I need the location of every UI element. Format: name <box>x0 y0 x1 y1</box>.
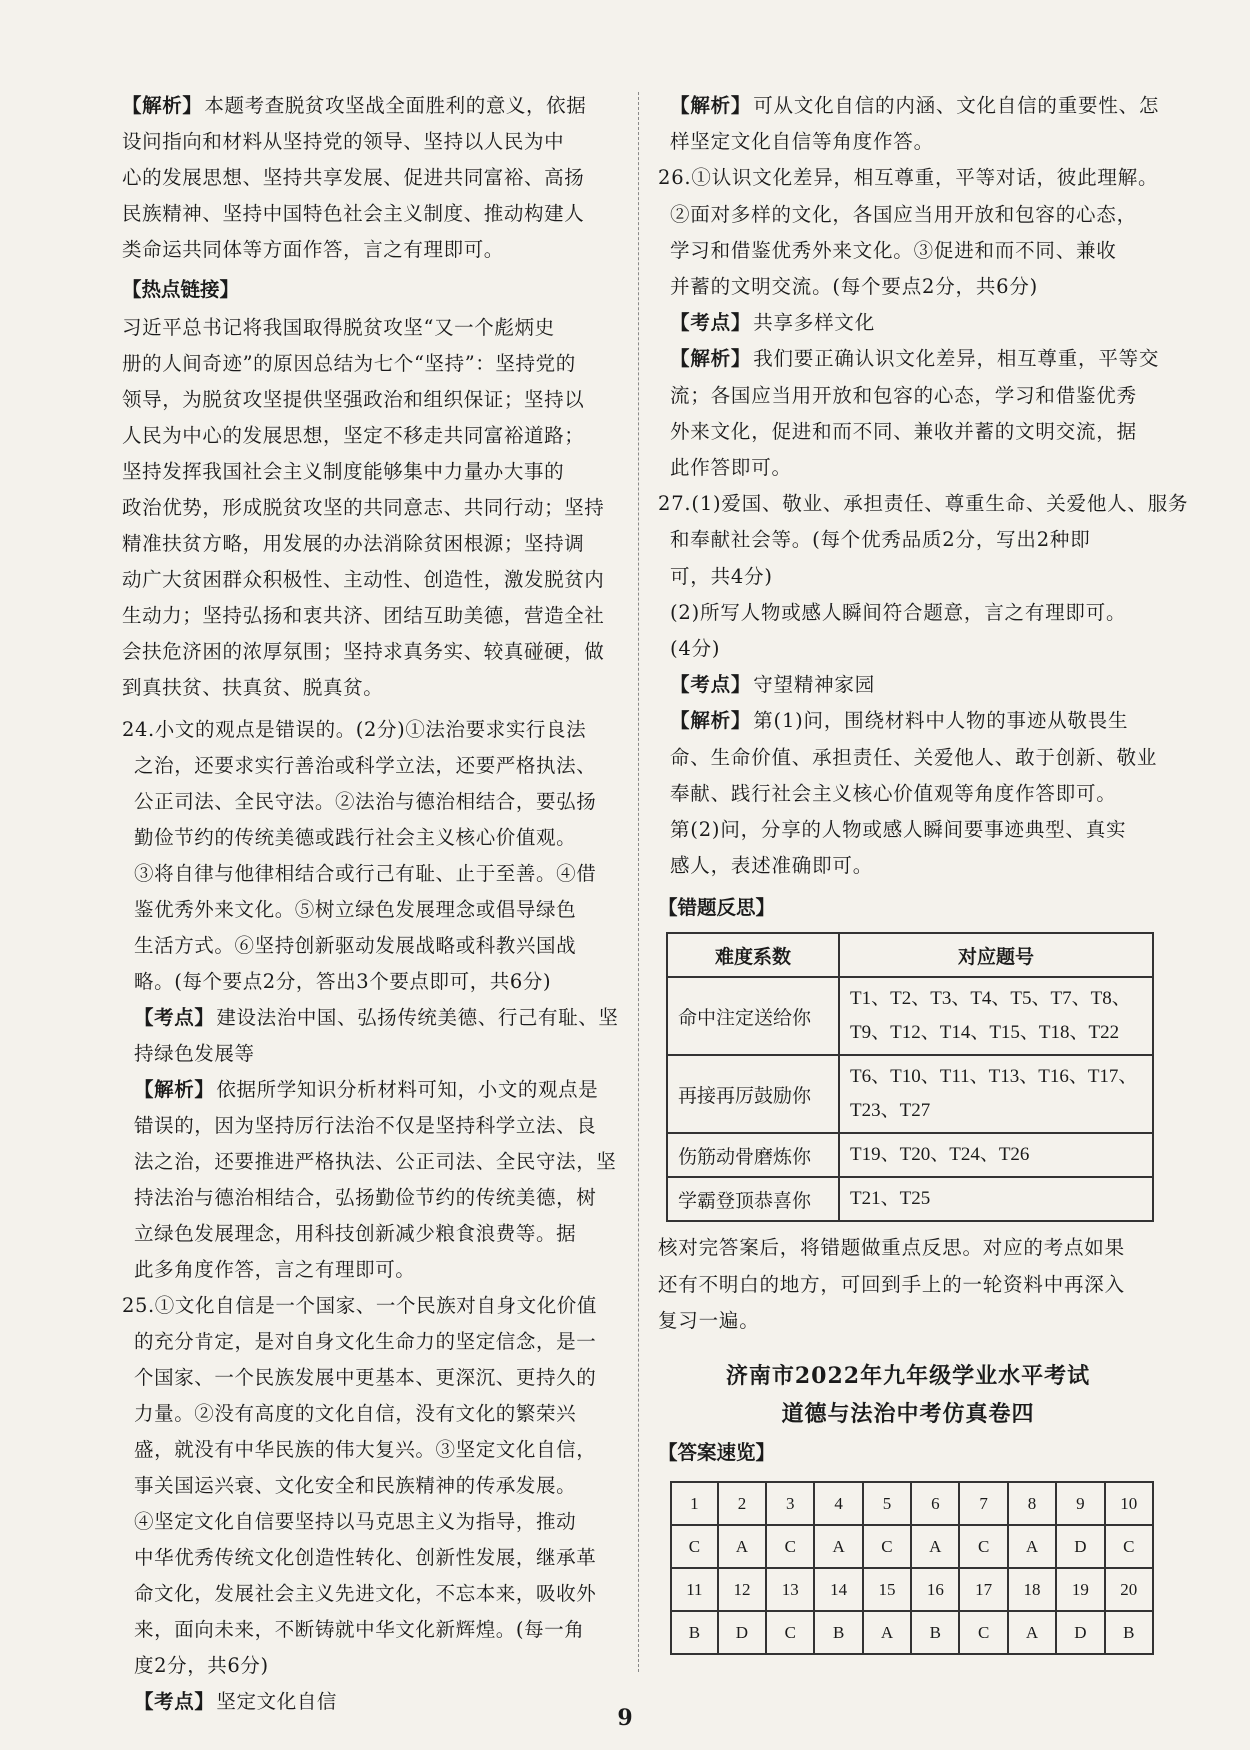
answer-table <box>670 1481 1154 1655</box>
analysis-tag: 【 解析 】 <box>134 1078 214 1101</box>
answer-cell: D <box>718 1611 766 1654</box>
text-line: 盛，就没有中华民族的伟大复兴。③坚定文化自信， <box>134 1438 597 1461</box>
text-line: 还有不明白的地方，可回到手上的一轮资料中再深入 <box>658 1272 1125 1296</box>
answer-cell: A <box>863 1611 911 1654</box>
text-line: 错误的，因为坚持厉行法治不仅是坚持科学立法、良 <box>134 1114 597 1137</box>
number-row <box>671 1568 1153 1611</box>
question-numbers: T6、T10、T11、T13、T16、T17、T23、T27 <box>839 1055 1153 1133</box>
difficulty-level: 命中注定送给你 <box>667 977 839 1055</box>
text-line: 勤俭节约的传统美德或践行社会主义核心价值观。 <box>134 826 577 849</box>
question-24 <box>122 712 622 1288</box>
text-line: ③将自律与他律相结合或行己有耻、止于至善。④借 <box>134 862 597 885</box>
text-line: 27.(1)爱国、敬业、承担责任、尊重生命、关爱他人、服务 <box>658 492 1189 516</box>
text-line: 共享多样文化 <box>753 311 876 335</box>
question-number-cell: 4 <box>814 1482 862 1525</box>
answer-cell: D <box>1056 1525 1104 1568</box>
text-line: 外来文化，促进和而不同、兼收并蓄的文明交流，据 <box>670 419 1137 443</box>
text-line: 立绿色发展理念，用科技创新减少粮食浪费等。据 <box>134 1222 577 1245</box>
text-line: 之治，还要求实行善治或科学立法，还要严格执法、 <box>134 754 597 777</box>
question-number-cell: 10 <box>1105 1482 1153 1525</box>
text-line: 守望精神家园 <box>753 673 876 697</box>
text-line: 生动力；坚持弘扬和衷共济、团结互助美德，营造全社 <box>122 604 605 627</box>
question-number-cell: 20 <box>1105 1568 1153 1611</box>
question-numbers: T21、T25 <box>839 1177 1153 1221</box>
question-number-cell: 2 <box>718 1482 766 1525</box>
question-number-cell: 1 <box>671 1482 718 1525</box>
analysis-q23 <box>122 88 622 268</box>
text-line: 个国家、一个民族发展中更基本、更深沉、更持久的 <box>134 1366 597 1389</box>
answer-cell: A <box>911 1525 959 1568</box>
question-number-cell: 18 <box>1008 1568 1056 1611</box>
question-number-cell: 9 <box>1056 1482 1104 1525</box>
answer-row <box>671 1611 1153 1654</box>
text-line: 的充分肯定，是对自身文化生命力的坚定信念，是一 <box>134 1330 597 1353</box>
kaodian-tag: 【 考点 】 <box>670 673 751 696</box>
text-line: 坚持发挥我国社会主义制度能够集中力量办大事的 <box>122 460 565 483</box>
difficulty-level: 再接再厉鼓励你 <box>667 1055 839 1133</box>
text-line: 到真扶贫、扶真贫、脱真贫。 <box>122 676 384 699</box>
text-line: 坚定文化自信 <box>216 1690 338 1713</box>
table-row <box>667 1133 1153 1177</box>
answer-row <box>671 1525 1153 1568</box>
question-number-cell: 17 <box>959 1568 1007 1611</box>
text-line: 生活方式。⑥坚持创新驱动发展战略或科教兴国战 <box>134 934 577 957</box>
text-line: 持法治与德治相结合，弘扬勤俭节约的传统美德，树 <box>134 1186 597 1209</box>
text-line: 本题考查脱贫攻坚战全面胜利的意义，依据 <box>204 94 587 117</box>
exam-title: 济南市2022年九年级学业水平考试 <box>725 1363 1091 1390</box>
text-line: (4分) <box>670 637 721 661</box>
text-line: ②面对多样的文化，各国应当用开放和包容的心态， <box>670 202 1137 226</box>
next-exam-section <box>658 1357 1158 1655</box>
text-line: 中华优秀传统文化创造性转化、创新性发展，继承革 <box>134 1546 597 1569</box>
question-number-cell: 14 <box>814 1568 862 1611</box>
question-27 <box>658 486 1189 884</box>
question-number-cell: 11 <box>671 1568 718 1611</box>
hot-link-box <box>122 268 622 706</box>
text-line: 学习和借鉴优秀外来文化。③促进和而不同、兼收 <box>670 238 1117 262</box>
right-column <box>658 88 1189 1655</box>
question-26 <box>658 160 1158 486</box>
table-row <box>667 1055 1153 1133</box>
left-column <box>122 88 622 1720</box>
analysis-q25 <box>658 88 1158 160</box>
question-number-cell: 13 <box>766 1568 814 1611</box>
text-line: 复习一遍。 <box>658 1308 760 1332</box>
text-line: 命、生命价值、承担责任、关爱他人、敢于创新、敬业 <box>670 745 1158 769</box>
table-header: 难度系数 <box>667 933 839 977</box>
answer-cell: A <box>718 1525 766 1568</box>
question-number-cell: 19 <box>1056 1568 1104 1611</box>
text-line: 建设法治中国、弘扬传统美德、行己有耻、坚 <box>216 1006 619 1029</box>
kaodian-tag: 【 考点 】 <box>134 1690 214 1713</box>
answer-cell: C <box>766 1611 814 1654</box>
text-line: 类命运共同体等方面作答，言之有理即可。 <box>122 238 504 261</box>
text-line: ④坚定文化自信要坚持以马克思主义为指导，推动 <box>134 1510 577 1533</box>
question-number-cell: 5 <box>863 1482 911 1525</box>
question-number-cell: 7 <box>959 1482 1007 1525</box>
text-line: 命文化，发展社会主义先进文化，不忘本来，吸收外 <box>134 1582 597 1605</box>
text-line: 25.①文化自信是一个国家、一个民族对自身文化价值 <box>122 1294 598 1317</box>
text-line: 依据所学知识分析材料可知，小文的观点是 <box>216 1078 599 1101</box>
question-number-cell: 15 <box>863 1568 911 1611</box>
error-reflection <box>658 888 1158 1339</box>
question-numbers: T1、T2、T3、T4、T5、T7、T8、T9、T12、T14、T15、T18、T22 <box>839 977 1153 1055</box>
text-line: 样坚定文化自信等角度作答。 <box>670 130 934 154</box>
answer-overview-heading: 【 答案速览 】 <box>658 1433 1158 1473</box>
text-line: 可从文化自信的内涵、文化自信的重要性、怎 <box>753 94 1160 117</box>
hot-link-heading: 【 热点链接 】 <box>122 270 622 310</box>
answer-cell: C <box>863 1525 911 1568</box>
text-line: 民族精神、坚持中国特色社会主义制度、推动构建人 <box>122 202 585 225</box>
text-line: 24.小文的观点是错误的。(2分)①法治要求实行良法 <box>122 718 587 741</box>
text-line: 事关国运兴衰、文化安全和民族精神的传承发展。 <box>134 1474 577 1497</box>
text-line: 第(2)问，分享的人物或感人瞬间要事迹典型、真实 <box>670 818 1127 842</box>
text-line: 奉献、践行社会主义核心价值观等角度作答即可。 <box>670 781 1117 805</box>
text-line: 动广大贫困群众积极性、主动性、创造性，激发脱贫内 <box>122 568 605 591</box>
text-line: 感人，表述准确即可。 <box>670 854 874 878</box>
text-line: 政治优势，形成脱贫攻坚的共同意志、共同行动；坚持 <box>122 496 605 519</box>
answer-cell: D <box>1056 1611 1104 1654</box>
analysis-tag: 【 解析 】 <box>670 94 751 117</box>
answer-cell: C <box>959 1525 1007 1568</box>
answer-cell: C <box>671 1525 718 1568</box>
table-row <box>667 1177 1153 1221</box>
kaodian-tag: 【 考点 】 <box>670 311 751 334</box>
text-line: 来，面向未来，不断铸就中华文化新辉煌。(每一角 <box>134 1618 585 1641</box>
question-number-cell: 6 <box>911 1482 959 1525</box>
text-line: 26.①认识文化差异，相互尊重，平等对话，彼此理解。 <box>658 166 1159 190</box>
error-reflection-heading: 【 错题反思 】 <box>658 888 1158 928</box>
reflection-note <box>658 1230 1158 1339</box>
text-line: 我们要正确认识文化差异，相互尊重，平等交 <box>753 347 1160 371</box>
answer-cell: C <box>766 1525 814 1568</box>
text-line: 法之治，还要推进严格执法、公正司法、全民守法，坚 <box>134 1150 617 1173</box>
question-number-cell: 12 <box>718 1568 766 1611</box>
text-line: 略。(每个要点2分，答出3个要点即可，共6分) <box>134 970 552 993</box>
table-row <box>667 977 1153 1055</box>
answer-cell: C <box>959 1611 1007 1654</box>
text-line: 册的人间奇迹”的原因总结为七个“坚持”：坚持党的 <box>122 352 576 375</box>
table-header: 对应题号 <box>839 933 1153 977</box>
text-line: 心的发展思想、坚持共享发展、促进共同富裕、高扬 <box>122 166 585 189</box>
column-divider <box>638 92 639 1672</box>
difficulty-level: 学霸登顶恭喜你 <box>667 1177 839 1221</box>
question-number-cell: 16 <box>911 1568 959 1611</box>
number-row <box>671 1482 1153 1525</box>
answer-cell: B <box>671 1611 718 1654</box>
text-line: 习近平总书记将我国取得脱贫攻坚“又一个彪炳史 <box>122 316 555 339</box>
text-line: 领导，为脱贫攻坚提供坚强政治和组织保证；坚持以 <box>122 388 585 411</box>
difficulty-table <box>666 932 1154 1222</box>
text-line: 和奉献社会等。(每个优秀品质2分，写出2种即 <box>670 528 1091 552</box>
question-25 <box>122 1288 622 1720</box>
text-line: 持绿色发展等 <box>134 1042 255 1065</box>
text-line: 可，共4分) <box>670 564 773 588</box>
table-header-row <box>667 933 1153 977</box>
text-line: 设问指向和材料从坚持党的领导、坚持以人民为中 <box>122 130 565 153</box>
exam-subtitle: 道德与法治中考仿真卷四 <box>781 1401 1035 1428</box>
text-line: 流；各国应当用开放和包容的心态，学习和借鉴优秀 <box>670 383 1137 407</box>
text-line: 公正司法、全民守法。②法治与德治相结合，要弘扬 <box>134 790 597 813</box>
answer-cell: A <box>1008 1611 1056 1654</box>
question-number-cell: 8 <box>1008 1482 1056 1525</box>
text-line: 会扶危济困的浓厚氛围；坚持求真务实、较真碰硬，做 <box>122 640 605 663</box>
text-line: 并蓄的文明交流。(每个要点2分，共6分) <box>670 275 1039 299</box>
question-numbers: T19、T20、T24、T26 <box>839 1133 1153 1177</box>
difficulty-level: 伤筋动骨磨炼你 <box>667 1133 839 1177</box>
answer-cell: A <box>814 1525 862 1568</box>
analysis-tag: 【 解析 】 <box>670 709 751 732</box>
text-line: 精准扶贫方略，用发展的办法消除贫困根源；坚持调 <box>122 532 585 555</box>
answer-cell: B <box>1105 1611 1153 1654</box>
text-line: 核对完答案后，将错题做重点反思。对应的考点如果 <box>658 1236 1125 1260</box>
text-line: 鉴优秀外来文化。⑤树立绿色发展理念或倡导绿色 <box>134 898 577 921</box>
answer-cell: C <box>1105 1525 1153 1568</box>
text-line: (2)所写人物或感人瞬间符合题意，言之有理即可。 <box>670 600 1127 624</box>
text-line: 此作答即可。 <box>670 456 792 480</box>
text-line: 度2分，共6分) <box>134 1654 269 1677</box>
analysis-tag: 【 解析 】 <box>670 347 751 370</box>
answer-cell: A <box>1008 1525 1056 1568</box>
text-line: 力量。②没有高度的文化自信，没有文化的繁荣兴 <box>134 1402 577 1425</box>
text-line: 第(1)问，围绕材料中人物的事迹从敬畏生 <box>753 709 1129 733</box>
analysis-tag: 【 解析 】 <box>122 94 202 117</box>
page-number: 9 <box>617 1705 633 1731</box>
answer-cell: B <box>814 1611 862 1654</box>
text-line: 此多角度作答，言之有理即可。 <box>134 1258 416 1281</box>
answer-cell: B <box>911 1611 959 1654</box>
question-number-cell: 3 <box>766 1482 814 1525</box>
text-line: 人民为中心的发展思想，坚定不移走共同富裕道路； <box>122 424 585 447</box>
kaodian-tag: 【 考点 】 <box>134 1006 214 1029</box>
